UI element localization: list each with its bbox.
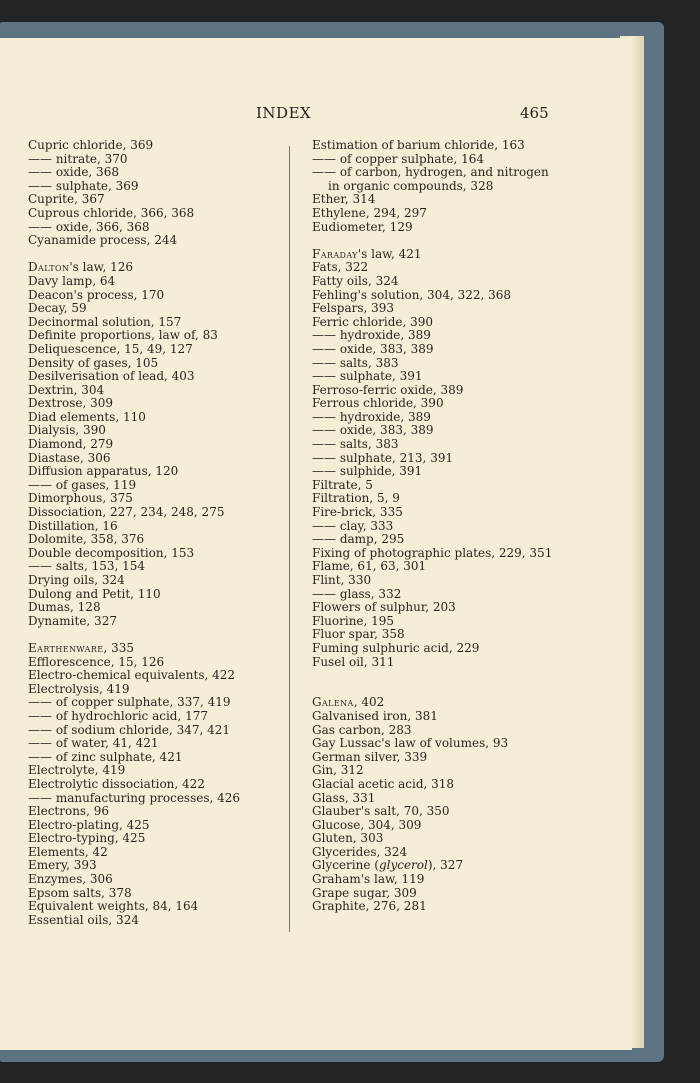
index-entry: —— oxide, 366, 368: [28, 219, 150, 234]
index-entry: —— of copper sulphate, 164: [312, 151, 485, 166]
smallcaps-heading: Earthenware: [28, 640, 104, 655]
entry-tail: , 335: [103, 640, 134, 655]
index-entry: Cuprite, 367: [28, 192, 105, 207]
index-entry: —— clay, 333: [312, 518, 394, 533]
index-entry: Epsom salts, 378: [28, 885, 132, 900]
index-entry: Cuprous chloride, 366, 368: [28, 205, 195, 220]
index-entry: Electrons, 96: [28, 804, 109, 819]
index-entry: Ferrous chloride, 390: [312, 396, 444, 411]
index-entry: —— of zinc sulphate, 421: [28, 749, 183, 764]
index-entry: Cupric chloride, 369: [28, 138, 154, 152]
index-entry: Ethylene, 294, 297: [312, 205, 427, 220]
index-entry: Decay, 59: [28, 301, 87, 316]
index-entry: —— nitrate, 370: [28, 151, 128, 166]
index-entry: Distillation, 16: [28, 518, 118, 533]
index-entry: Flowers of sulphur, 203: [312, 600, 456, 615]
index-entry: Galvanised iron, 381: [312, 708, 438, 723]
index-entry: —— damp, 295: [312, 532, 405, 547]
index-entry: Diastase, 306: [28, 450, 111, 465]
index-entry: Fluorine, 195: [312, 613, 395, 628]
index-entry: Dynamite, 327: [28, 613, 117, 628]
index-entry: Fehling's solution, 304, 322, 368: [312, 287, 512, 302]
index-entry: Diad elements, 110: [28, 409, 146, 424]
index-entry: Dimorphous, 375: [28, 491, 133, 506]
index-entry: [28, 642, 286, 656]
index-entry: Dextrose, 309: [28, 396, 114, 411]
index-entry: Glass, 331: [312, 790, 376, 805]
index-entry: Desilverisation of lead, 403: [28, 369, 195, 384]
index-entry: [312, 696, 560, 710]
index-entry: Dextrin, 304: [28, 382, 105, 397]
index-entry: —— sulphate, 369: [28, 178, 139, 193]
index-entry: —— of water, 41, 421: [28, 736, 159, 751]
index-entry: —— of sodium chloride, 347, 421: [28, 722, 231, 737]
index-entry: Ferric chloride, 390: [312, 314, 434, 329]
index-entry: Elements, 42: [28, 844, 108, 859]
index-entry: —— glass, 332: [312, 586, 402, 601]
entry-italic: glycerol: [378, 858, 428, 873]
section-gap: [312, 683, 560, 697]
index-entry: Estimation of barium chloride, 163: [312, 138, 525, 152]
index-entry: —— oxide, 383, 389: [312, 423, 434, 438]
index-entry: Filtration, 5, 9: [312, 491, 400, 506]
index-entry: Filtrate, 5: [312, 477, 373, 492]
index-entry: Eudiometer, 129: [312, 219, 413, 234]
index-entry: [312, 859, 560, 873]
index-entry: Double decomposition, 153: [28, 545, 195, 560]
index-entry: Fatty oils, 324: [312, 273, 399, 288]
index-entry: Electro-typing, 425: [28, 831, 146, 846]
index-entry: Electrolytic dissociation, 422: [28, 776, 205, 791]
index-entry: —— of copper sulphate, 337, 419: [28, 695, 231, 710]
entry-tail: 's law, 421: [357, 246, 422, 261]
index-entry: —— sulphate, 213, 391: [312, 450, 454, 465]
index-entry: —— manufacturing processes, 426: [28, 790, 241, 805]
index-entry: —— of hydrochloric acid, 177: [28, 708, 208, 723]
index-entry: [28, 261, 286, 275]
index-entry: —— of gases, 119: [28, 477, 137, 492]
index-entry: —— sulphate, 391: [312, 369, 423, 384]
smallcaps-heading: Faraday: [312, 246, 358, 261]
entry-head: Glycerine (: [312, 858, 379, 873]
index-entry: Grape sugar, 309: [312, 885, 417, 900]
smallcaps-heading: Dalton: [28, 260, 70, 275]
index-entry: Davy lamp, 64: [28, 273, 116, 288]
index-entry: Cyanamide process, 244: [28, 233, 178, 248]
index-entry: Equivalent weights, 84, 164: [28, 899, 199, 914]
index-entry: —— oxide, 383, 389: [312, 341, 434, 356]
index-entry: Emery, 393: [28, 858, 97, 873]
index-entry: Deacon's process, 170: [28, 287, 165, 302]
section-gap: [28, 248, 286, 262]
page-header: [0, 104, 560, 126]
index-entry: Fusel oil, 311: [312, 654, 395, 669]
index-column-right: [312, 139, 560, 914]
index-entry: Glucose, 304, 309: [312, 817, 422, 832]
entry-tail: ), 327: [427, 858, 464, 873]
index-entry: Electrolysis, 419: [28, 681, 130, 696]
index-entry: Graphite, 276, 281: [312, 899, 427, 914]
index-entry: Ferroso-ferric oxide, 389: [312, 382, 464, 397]
index-entry: Gay Lussac's law of volumes, 93: [312, 736, 509, 751]
index-entry: —— salts, 153, 154: [28, 559, 146, 574]
index-entry: —— hydroxide, 389: [312, 409, 431, 424]
index-entry: Fuming sulphuric acid, 229: [312, 640, 480, 655]
index-entry: —— hydroxide, 389: [312, 328, 431, 343]
index-entry: Efflorescence, 15, 126: [28, 654, 165, 669]
section-gap: [28, 628, 286, 642]
index-entry: German silver, 339: [312, 749, 428, 764]
index-entry: Glacial acetic acid, 318: [312, 776, 455, 791]
index-column-left: [28, 139, 286, 927]
index-entry: Fire-brick, 335: [312, 505, 403, 520]
index-entry: Glycerides, 324: [312, 844, 408, 859]
index-entry: Dialysis, 390: [28, 423, 106, 438]
index-entry: Enzymes, 306: [28, 872, 113, 887]
page-title: INDEX: [256, 104, 312, 122]
index-entry: Deliquescence, 15, 49, 127: [28, 341, 193, 356]
index-entry: Fixing of photographic plates, 229, 351: [312, 545, 553, 560]
index-entry: Gas carbon, 283: [312, 722, 412, 737]
index-entry: [312, 248, 560, 262]
index-entry: Electro-chemical equivalents, 422: [28, 668, 236, 683]
smallcaps-heading: Galena: [312, 695, 354, 710]
index-entry: Dissociation, 227, 234, 248, 275: [28, 505, 225, 520]
index-entry: Drying oils, 324: [28, 573, 125, 587]
index-entry: Diamond, 279: [28, 437, 114, 452]
index-entry: Dolomite, 358, 376: [28, 532, 145, 547]
section-gap: [312, 234, 560, 248]
index-entry: Felspars, 393: [312, 301, 395, 316]
index-entry: Dulong and Petit, 110: [28, 586, 161, 601]
index-entry: Graham's law, 119: [312, 872, 425, 887]
section-gap: [312, 669, 560, 683]
index-entry: Ether, 314: [312, 192, 376, 207]
index-entry: Fats, 322: [312, 260, 369, 275]
entry-tail: 's law, 126: [69, 260, 134, 275]
index-entry: Essential oils, 324: [28, 912, 139, 927]
index-entry: Flint, 330: [312, 573, 372, 587]
index-entry: Diffusion apparatus, 120: [28, 464, 179, 479]
index-entry: —— of carbon, hydrogen, and nitrogen in organic compounds, 328: [312, 165, 549, 193]
index-entry: Density of gases, 105: [28, 355, 159, 370]
column-divider: [289, 146, 290, 932]
index-entry: Decinormal solution, 157: [28, 314, 182, 329]
index-entry: Flame, 61, 63, 301: [312, 559, 427, 574]
index-entry: Dumas, 128: [28, 600, 101, 615]
index-entry: Glauber's salt, 70, 350: [312, 804, 450, 819]
index-entry: Electro-plating, 425: [28, 817, 150, 832]
page-number: 465: [520, 104, 549, 122]
index-entry: Definite proportions, law of, 83: [28, 328, 218, 343]
index-entry: Gluten, 303: [312, 831, 384, 846]
index-entry: —— sulphide, 391: [312, 464, 423, 479]
entry-tail: , 402: [353, 695, 385, 710]
index-entry: Electrolyte, 419: [28, 763, 126, 778]
index-entry: —— salts, 383: [312, 355, 399, 370]
index-entry: Fluor spar, 358: [312, 627, 405, 642]
index-entry: Gin, 312: [312, 763, 364, 778]
index-entry: —— salts, 383: [312, 437, 399, 452]
index-entry: —— oxide, 368: [28, 165, 119, 180]
